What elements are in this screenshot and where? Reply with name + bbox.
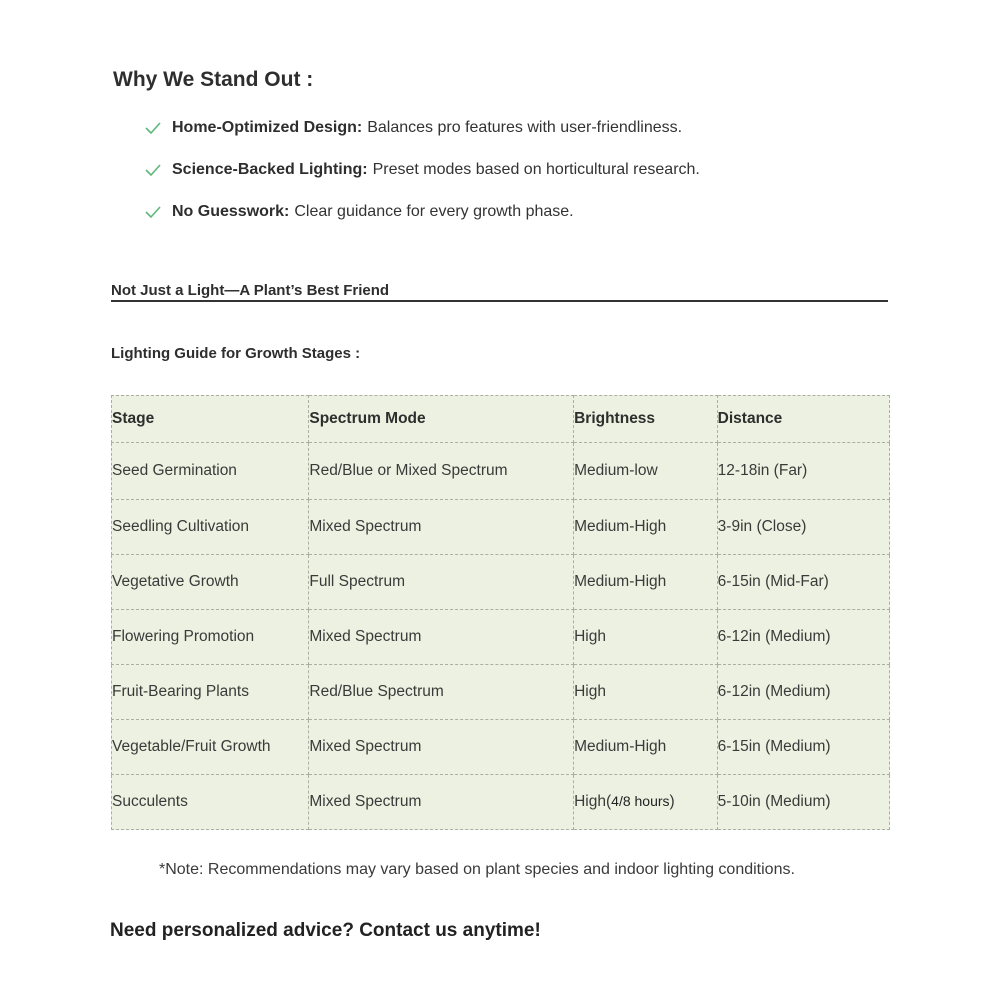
cell-distance: 6-15in (Mid-Far) bbox=[717, 555, 889, 610]
feature-text: Clear guidance for every growth phase. bbox=[294, 203, 574, 220]
cell-distance: 5-10in (Medium) bbox=[717, 775, 889, 830]
feature-text: Balances pro features with user-friendliness. bbox=[367, 119, 683, 136]
header-stage: Stage bbox=[112, 396, 309, 443]
table-row bbox=[112, 665, 890, 720]
cell-spectrum: Full Spectrum bbox=[309, 555, 574, 610]
cell-spectrum: Mixed Spectrum bbox=[309, 775, 574, 830]
table-row bbox=[112, 443, 890, 500]
checkmark-icon bbox=[144, 116, 162, 140]
table-row bbox=[112, 500, 890, 555]
header-spectrum: Spectrum Mode bbox=[309, 396, 574, 443]
table-row bbox=[112, 720, 890, 775]
feature-title: Home-Optimized Design: bbox=[172, 119, 363, 136]
checkmark-icon bbox=[144, 158, 162, 182]
cell-spectrum: Mixed Spectrum bbox=[309, 610, 574, 665]
hours-close: ) bbox=[669, 793, 675, 810]
lighting-guide-table bbox=[111, 395, 890, 830]
cell-spectrum: Red/Blue Spectrum bbox=[309, 665, 574, 720]
feature-item bbox=[144, 200, 700, 242]
cell-brightness: High bbox=[574, 610, 718, 665]
feature-title: No Guesswork: bbox=[172, 203, 290, 220]
feature-list bbox=[144, 116, 700, 242]
table-header-row bbox=[112, 396, 890, 443]
hours-note: 4/8 hours bbox=[611, 793, 670, 809]
note-text: *Note: Recommendations may vary based on plant species and indoor lighting conditions. bbox=[159, 861, 795, 878]
feature-item bbox=[144, 116, 700, 158]
checkmark-icon bbox=[144, 200, 162, 224]
contact-cta: Need personalized advice? Contact us anytime! bbox=[110, 920, 541, 941]
cell-stage: Fruit-Bearing Plants bbox=[112, 665, 309, 720]
cell-brightness: Medium-High bbox=[574, 555, 718, 610]
cell-distance: 3-9in (Close) bbox=[717, 500, 889, 555]
table-title: Lighting Guide for Growth Stages : bbox=[111, 345, 361, 362]
cell-brightness bbox=[574, 775, 718, 830]
section-title: Not Just a Light—A Plant’s Best Friend bbox=[111, 282, 888, 302]
cell-stage: Vegetable/Fruit Growth bbox=[112, 720, 309, 775]
cell-distance: 6-15in (Medium) bbox=[717, 720, 889, 775]
cell-brightness: Medium-High bbox=[574, 500, 718, 555]
header-distance: Distance bbox=[717, 396, 889, 443]
cell-distance: 6-12in (Medium) bbox=[717, 610, 889, 665]
header-brightness: Brightness bbox=[574, 396, 718, 443]
cell-distance: 12-18in (Far) bbox=[717, 443, 889, 500]
table-row bbox=[112, 775, 890, 830]
feature-item bbox=[144, 158, 700, 200]
feature-text: Preset modes based on horticultural research. bbox=[372, 161, 700, 178]
cell-brightness: Medium-High bbox=[574, 720, 718, 775]
cell-distance: 6-12in (Medium) bbox=[717, 665, 889, 720]
cell-stage: Seedling Cultivation bbox=[112, 500, 309, 555]
cell-spectrum: Mixed Spectrum bbox=[309, 500, 574, 555]
cell-spectrum: Red/Blue or Mixed Spectrum bbox=[309, 443, 574, 500]
cell-stage: Succulents bbox=[112, 775, 309, 830]
cell-brightness: High bbox=[574, 665, 718, 720]
cell-stage: Flowering Promotion bbox=[112, 610, 309, 665]
cell-stage: Vegetative Growth bbox=[112, 555, 309, 610]
table-row bbox=[112, 610, 890, 665]
table-row bbox=[112, 555, 890, 610]
hours-open: ( bbox=[605, 793, 612, 810]
feature-title: Science-Backed Lighting: bbox=[172, 161, 368, 178]
why-heading: Why We Stand Out : bbox=[113, 68, 314, 91]
cell-spectrum: Mixed Spectrum bbox=[309, 720, 574, 775]
brightness-value: High bbox=[574, 793, 606, 810]
cell-stage: Seed Germination bbox=[112, 443, 309, 500]
cell-brightness: Medium-low bbox=[574, 443, 718, 500]
